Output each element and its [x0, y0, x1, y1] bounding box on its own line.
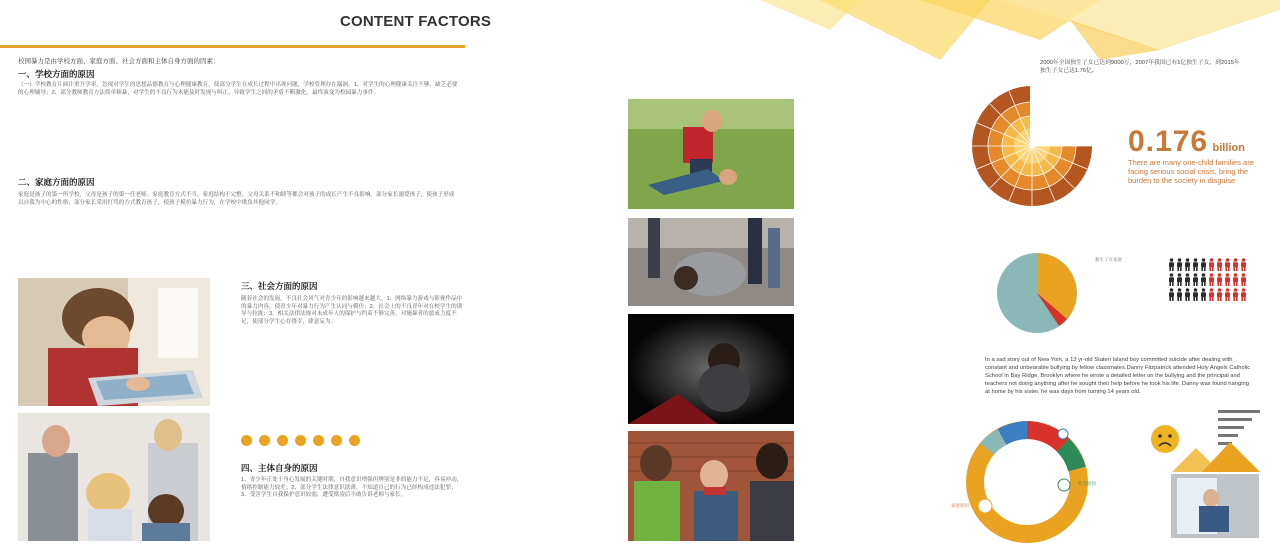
- dot: [295, 435, 306, 446]
- person-icon: [1240, 258, 1247, 271]
- pie-legend: [1095, 256, 1122, 264]
- person-icon: [1224, 273, 1231, 286]
- photo-parents-arguing: [18, 413, 210, 541]
- pie-legend-item: 独生子女家庭: [1095, 257, 1122, 262]
- dot-divider: [241, 433, 367, 451]
- self-body: 1、青少年正处于身心发展的关键时期，自我意识增强但辨别是非的能力不足，容易冲动，情绪控制能力较差；2、部分学生法律意识淡薄，不知道自己的行为已经构成违法犯罪；3、受害学生自我保护意识较弱，遭受欺凌后不敢告诉老师与家长。: [241, 477, 463, 499]
- title-rule: [0, 45, 465, 48]
- story-text: In a sad story out of New York, a 13 yr-old Staten Island boy committed suicide after dealing with constant and unbearable bullying by fellow classmates.Danny Fitzpatrick attended Holy Angels Catholic School in Bay Ridge, Brooklyn where he wrote a detailed letter on the bullying and the principal and teachers not doing anything after he sought their help before he took his life. Danny was found hanging at home by his sister, he was days from turning 14 years old.: [985, 357, 1251, 395]
- donut-label: 家庭原因: [951, 503, 969, 508]
- society-heading: 三、社会方面的原因: [241, 281, 318, 291]
- photo-child-tablet: [18, 278, 210, 406]
- person-icon: [1168, 258, 1175, 271]
- photo-bullied-kneeling: [628, 218, 794, 306]
- people-icon-grid: [1168, 258, 1260, 303]
- dot: [313, 435, 324, 446]
- page-title: CONTENT FACTORS: [340, 13, 492, 30]
- donut-chart: [945, 410, 1090, 548]
- person-icon: [1240, 288, 1247, 301]
- person-icon: [1208, 288, 1215, 301]
- person-icon: [1192, 258, 1199, 271]
- dot: [241, 435, 252, 446]
- person-icon: [1232, 288, 1239, 301]
- person-icon: [1208, 273, 1215, 286]
- stat-unit: billion: [1212, 142, 1245, 154]
- person-icon: [1176, 258, 1183, 271]
- person-icon: [1168, 273, 1175, 286]
- person-icon: [1216, 258, 1223, 271]
- photo-sad-child-window: [1171, 474, 1259, 538]
- photo-playground-fight: [628, 99, 794, 209]
- person-icon: [1200, 273, 1207, 286]
- person-icon: [1192, 288, 1199, 301]
- self-heading: 四、主体自身的原因: [241, 463, 318, 473]
- intro-text: 校园暴力是由学校方面、家庭方面、社会方面和主体自身方面的因素：: [18, 58, 220, 65]
- society-body: 随着社会的发展，不良社会风气对青少年的影响越来越大。1、网络暴力游戏与影视作品中的暴力内容，使青少年对暴力行为产生认同与模仿；2、社会上的不良青年对在校学生的诱导与拉拢；3、相关法律法规对未成年人的保护与约束不够完善，对施暴者的惩戒力度不足，使部分学生心存侥幸，肆意妄为。: [241, 296, 463, 325]
- person-icon: [1184, 288, 1191, 301]
- person-icon: [1176, 273, 1183, 286]
- person-icon: [1176, 288, 1183, 301]
- family-heading: 二、家庭方面的原因: [18, 177, 95, 187]
- triangle-graphic: [1172, 442, 1260, 472]
- photo-child-in-dark: [628, 314, 794, 424]
- school-body: （一）学校教育片面注重升学率，忽视对学生的思想品德教育与心理健康教育，使部分学生在成长过程中出现问题，学校管理存在漏洞。1、对学生的心理健康关注不够，缺乏必要的心理辅导；2、部分教师教育方法简单粗暴，对学生的不良行为未能及时发现与纠正，导致学生之间的矛盾不断激化，最终演变为校园暴力事件。: [18, 82, 458, 96]
- person-icon: [1224, 288, 1231, 301]
- person-icon: [1216, 273, 1223, 286]
- person-icon: [1232, 273, 1239, 286]
- donut-label: 社会原因: [1078, 481, 1096, 486]
- dot: [349, 435, 360, 446]
- person-icon: [1184, 273, 1191, 286]
- stat-number: 0.176: [1128, 125, 1209, 158]
- dot: [331, 435, 342, 446]
- sad-face-icon: [1150, 420, 1162, 432]
- photo-kids-bullying: [628, 431, 794, 541]
- person-icon: [1216, 288, 1223, 301]
- dot: [259, 435, 270, 446]
- person-icon: [1224, 258, 1231, 271]
- person-icon: [1168, 288, 1175, 301]
- person-icon: [1200, 288, 1207, 301]
- person-icon: [1208, 258, 1215, 271]
- dot: [277, 435, 288, 446]
- stat-number-block: [1128, 125, 1245, 159]
- school-heading: 一、学校方面的原因: [18, 69, 95, 79]
- person-icon: [1200, 258, 1207, 271]
- stat-quote: There are many one-child families are facing serious social crisis, bring the burden to the society in disguise: [1128, 158, 1254, 185]
- stat-text: 2000年全国独生子女已达到9000万，2007年我国已有1亿独生子女，到2015年独生子女已达1.76亿。: [1040, 60, 1240, 74]
- person-icon: [1232, 258, 1239, 271]
- person-icon: [1192, 273, 1199, 286]
- person-icon: [1240, 273, 1247, 286]
- family-body: 家庭是孩子的第一所学校，父母是孩子的第一任老师。家庭教育方式不当、家庭结构不完整、父母关系不和睦等都会对孩子的成长产生不良影响。部分家长溺爱孩子，使孩子形成以自我为中心的性格；部分家长采用打骂的方式教育孩子，使孩子模仿暴力行为，在学校中欺负其他同学。: [18, 192, 455, 206]
- radial-chart: [970, 60, 1095, 230]
- person-icon: [1184, 258, 1191, 271]
- pie-chart: [992, 248, 1082, 338]
